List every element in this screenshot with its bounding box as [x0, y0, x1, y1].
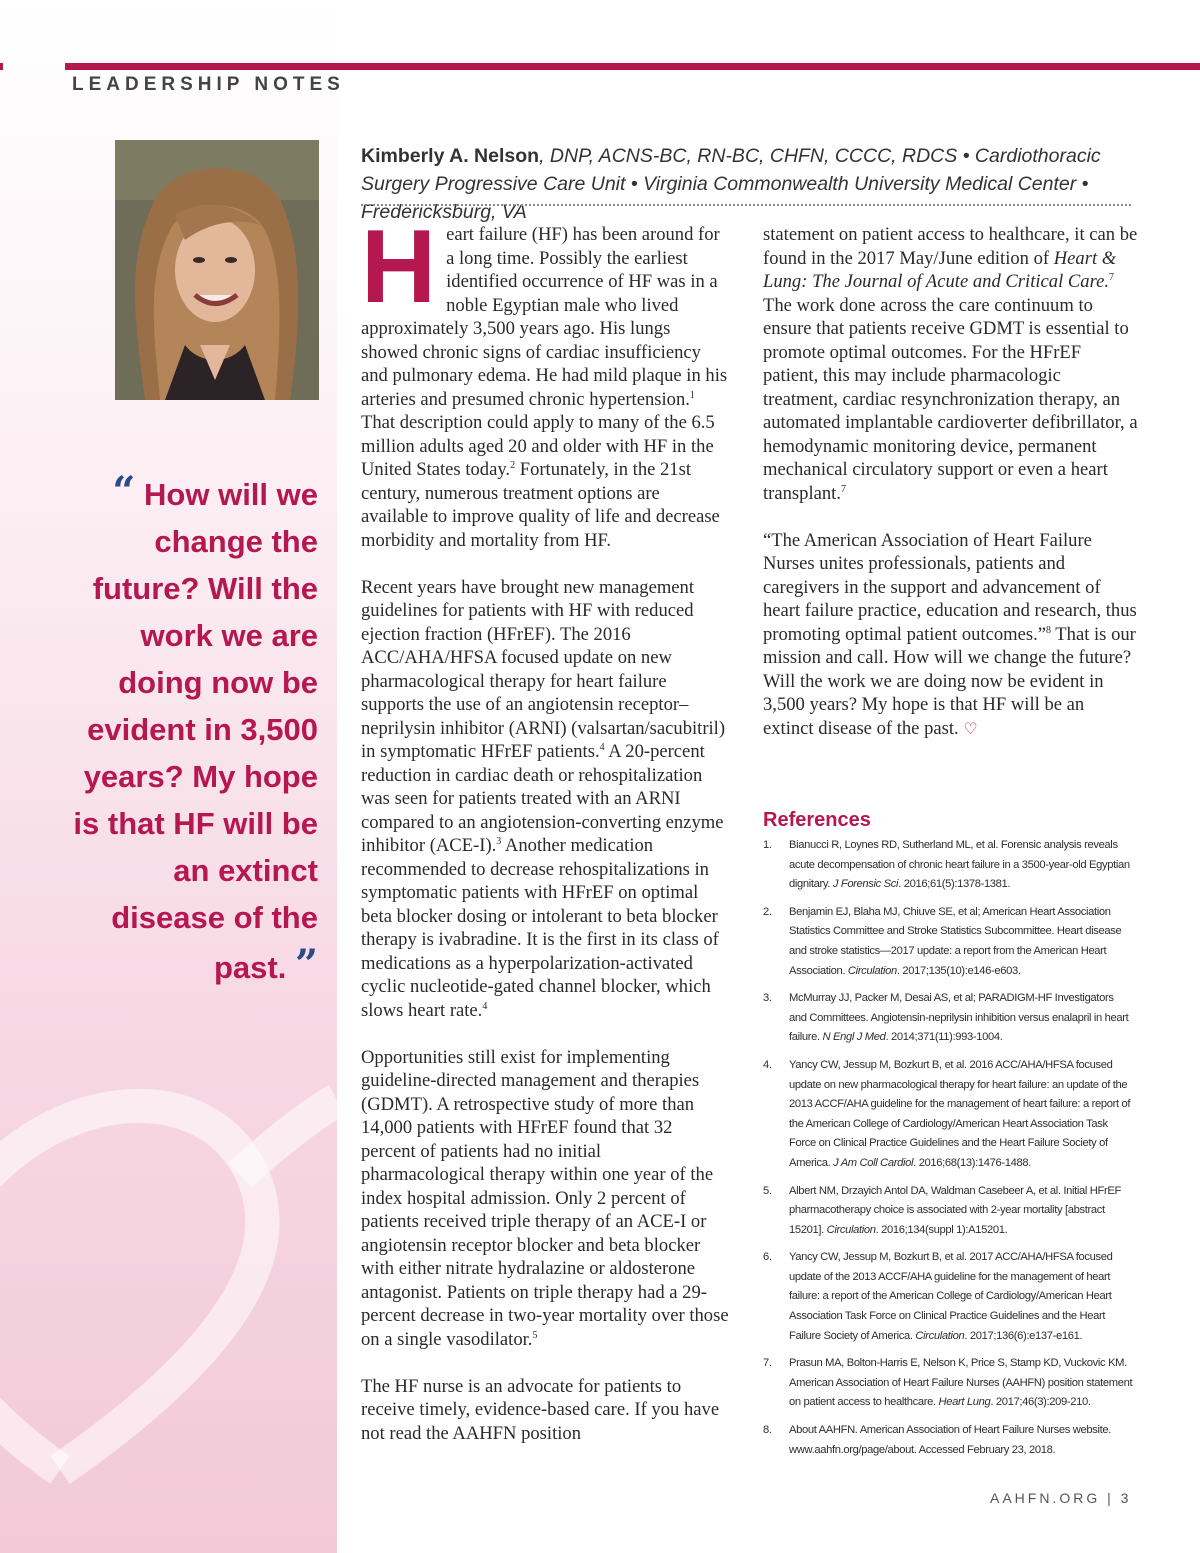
heart-end-icon: ♡: [963, 718, 978, 738]
byline-divider: [361, 204, 1131, 206]
article-paragraph: [361, 1046, 729, 1352]
reference-item: [763, 1248, 1133, 1346]
pull-quote-text: How will we change the future? Will the work we are doing now be evident in 3,500 years? My hope is that HF will be an extinct disease of the past.: [73, 477, 318, 985]
reference-tail: . 2017;135(10):e146-e603.: [896, 964, 1021, 977]
reference-journal: J Am Coll Cardiol: [833, 1156, 914, 1169]
reference-tail: . 2016;134(suppl 1):A15201.: [875, 1223, 1008, 1236]
header-rule: [65, 63, 1200, 70]
reference-journal: Heart Lung: [938, 1396, 991, 1409]
references-list: [763, 836, 1133, 1468]
reference-text: Yancy CW, Jessup M, Bozkurt B, et al. 2017 ACC/AHA/HFSA focused update of the 2013 ACCF/AHA guideline for the management of heart failure: a report of the American College of Cardiology/American Heart Association Task Force on Clinical Practice Guidelines and the Heart Failure Society of America.: [789, 1251, 1113, 1342]
author-portrait-image: [115, 140, 319, 400]
reference-journal: Circulation: [847, 964, 897, 977]
article-paragraph: [361, 209, 729, 552]
citation: 2: [510, 459, 516, 471]
pull-quote: [70, 468, 318, 991]
article-paragraph: [361, 576, 729, 1023]
reference-number: 2.: [763, 905, 772, 918]
reference-number: 6.: [763, 1251, 772, 1264]
reference-text: Bianucci R, Loynes RD, Sutherland ML, et al. Forensic analysis reveals acute decompensation of chronic heart failure in a 3500-year-old Egyptian dignitary.: [789, 839, 1130, 891]
reference-journal: N Engl J Med: [822, 1031, 886, 1044]
article-paragraph: [763, 223, 1138, 505]
reference-item: [763, 1421, 1133, 1460]
article-column-2: [763, 223, 1138, 764]
paragraph-text: The HF nurse is an advocate for patients to receive timely, evidence-based care. If you have not read the AAHFN position: [361, 1375, 720, 1444]
article-paragraph: [763, 529, 1138, 741]
paragraph-text: That description could apply to many of the 6.5 million adults aged 20 and older with HF in the United States today.: [361, 412, 715, 480]
citation: 4: [599, 741, 605, 753]
author-byline: [361, 142, 1151, 226]
paragraph-text: The work done across the care continuum to ensure that patients receive GDMT is essential to promote optimal outcomes. For the HFrEF patient, this may include pharmacologic treatment, cardiac resynchronization therapy, an automated implantable cardioverter defibrillator, a hemodynamic monitoring device, permanent mechanical circulatory support or even a heart transplant.: [763, 294, 1138, 504]
paragraph-text: That is our mission and call. How will we change the future? Will the work we are doing now be evident in 3,500 years? My hope is that HF will be an extinct disease of the past.: [763, 623, 1136, 739]
reference-item: [763, 1354, 1133, 1413]
drop-cap: H: [361, 209, 437, 325]
paragraph-text: “The American Association of Heart Failure Nurses unites professionals, patients and caregivers in the support and advancement of heart failure practice, education and research, thus promoting optimal patient outcomes.”: [763, 529, 1137, 645]
citation: 3: [496, 835, 502, 847]
reference-item: [763, 836, 1133, 895]
citation: 7: [840, 483, 846, 495]
citation: 5: [532, 1329, 538, 1341]
reference-number: 3.: [763, 992, 772, 1005]
reference-item: [763, 1056, 1133, 1174]
reference-journal: Circulation: [915, 1329, 965, 1342]
reference-tail: . 2017;46(3):209-210.: [990, 1396, 1091, 1409]
article-column-1: [361, 209, 729, 1469]
reference-number: 5.: [763, 1184, 772, 1197]
reference-text: Yancy CW, Jessup M, Bozkurt B, et al. 2016 ACC/AHA/HFSA focused update on new pharmacological therapy for heart failure: an update of the 2013 ACCF/AHA guideline for the management of heart failure: a report of the American College of Cardiology/American Heart Association Task Force on Clinical Practice Guidelines and the Heart Failure Society of America.: [789, 1058, 1131, 1169]
author-name: Kimberly A. Nelson: [361, 145, 540, 167]
reference-tail: . 2016;68(13):1476-1488.: [913, 1156, 1032, 1169]
close-quote-icon: ”: [294, 941, 318, 988]
paragraph-text: Another medication recommended to decrease rehospitalizations in symptomatic patients with HFrEF on optimal beta blocker dosing or intolerant to beta blocker therapy is ivabradine. It is the first in its class of medications as a hyperpolarization-activated cyclic nucleotide-gated channel blocker, which slows heart rate.: [361, 835, 719, 1021]
reference-item: [763, 903, 1133, 981]
reference-item: [763, 989, 1133, 1048]
reference-item: [763, 1182, 1133, 1241]
citation: 7: [1109, 271, 1115, 283]
paragraph-text: Fortunately, in the 21st century, numerous treatment options are available to improve quality of life and decrease morbidity and mortality from HF.: [361, 459, 720, 551]
author-credentials: , DNP, ACNS-BC, RN-BC, CHFN, CCCC, RDCS • Cardiothoracic Surgery Progressive Care Unit • Virginia Commonwealth University Medical Center • Fredericksburg, VA: [361, 145, 1101, 223]
reference-text: McMurray JJ, Packer M, Desai AS, et al; PARADIGM-HF Investigators and Committees. Angiotensin-neprilysin inhibition versus enalapril in heart failure.: [789, 992, 1129, 1044]
paragraph-text: A 20-percent reduction in cardiac death or rehospitalization was seen for patients treated with an ARNI compared to an angiotension-converting enzyme inhibitor (ACE-I).: [361, 741, 724, 856]
paragraph-text: Recent years have brought new management guidelines for patients with HF with reduced ejection fraction (HFrEF). The 2016 ACC/AHA/HFSA focused update on new pharmacological therapy for heart failure supports the use of an angiotensin receptor–neprilysin inhibitor (ARNI) (valsartan/sacubitril) in symptomatic HFrEF patients.: [361, 576, 726, 762]
paragraph-text: eart failure (HF) has been around for a long time. Possibly the earliest identified occurrence of HF was in a noble Egyptian male who lived approximately 3,500 years ago. His lungs showed chronic signs of cardiac insufficiency and pulmonary edema. He had mild plaque in his arteries and presumed chronic hypertension.: [361, 224, 728, 410]
paragraph-text: statement on patient access to healthcare, it can be found in the 2017 May/June edition of: [763, 224, 1138, 269]
reference-number: 7.: [763, 1357, 772, 1370]
paragraph-text: Opportunities still exist for implementing guideline-directed management and therapies (GDMT). A retrospective study of more than 14,000 patients with HFrEF found that 32 percent of patients had no initial pharmacological therapy within one year of the index hospital admission. Only 2 percent of patients received triple therapy of an ACE-I or angiotensin receptor blocker and beta blocker with either nitrate hydralazine or aldosterone antagonist. Patients on triple therapy had a 29-percent decrease in two-year mortality over those on a single vasodilator.: [361, 1046, 729, 1350]
citation: 4: [482, 1000, 488, 1012]
reference-text: About AAHFN. American Association of Heart Failure Nurses website. www.aahfn.org/page/about. Accessed February 23, 2018.: [789, 1424, 1111, 1456]
page-footer: AAHFN.ORG | 3: [990, 1490, 1132, 1506]
article-paragraph: [361, 1375, 729, 1446]
reference-text: Albert NM, Drzayich Antol DA, Waldman Casebeer A, et al. Initial HFrEF pharmacotherapy choice is associated with 2-year mortality [abstract 15201].: [789, 1184, 1121, 1236]
corner-mark: [0, 63, 3, 70]
reference-journal: J Forensic Sci: [832, 878, 899, 891]
reference-tail: . 2014;371(11):993-1004.: [885, 1031, 1003, 1044]
journal-title: Heart & Lung: The Journal of Acute and Critical Care.: [763, 247, 1117, 292]
reference-number: 1.: [763, 839, 772, 851]
reference-number: 8.: [763, 1424, 772, 1437]
reference-number: 4.: [763, 1058, 772, 1071]
reference-text: Prasun MA, Bolton-Harris E, Nelson K, Price S, Stamp KD, Vuckovic KM. American Association of Heart Failure Nurses (AAHFN) position statement on patient access to healthcare.: [789, 1357, 1133, 1409]
reference-text: Benjamin EJ, Blaha MJ, Chiuve SE, et al; American Heart Association Statistics Committee and Stroke Statistics Subcommittee. Heart disease and stroke statistics—2017 update: a report from the American Heart Association.: [789, 905, 1122, 977]
reference-tail: . 2016;61(5):1378-1381.: [898, 878, 1011, 891]
section-label: LEADERSHIP NOTES: [72, 74, 345, 95]
open-quote-icon: “: [112, 468, 136, 515]
citation: 8: [1045, 624, 1051, 636]
references-heading: References: [763, 809, 871, 831]
reference-tail: . 2017;136(6):e137-e161.: [964, 1329, 1083, 1342]
citation: 1: [689, 389, 695, 401]
reference-journal: Circulation: [826, 1223, 876, 1236]
